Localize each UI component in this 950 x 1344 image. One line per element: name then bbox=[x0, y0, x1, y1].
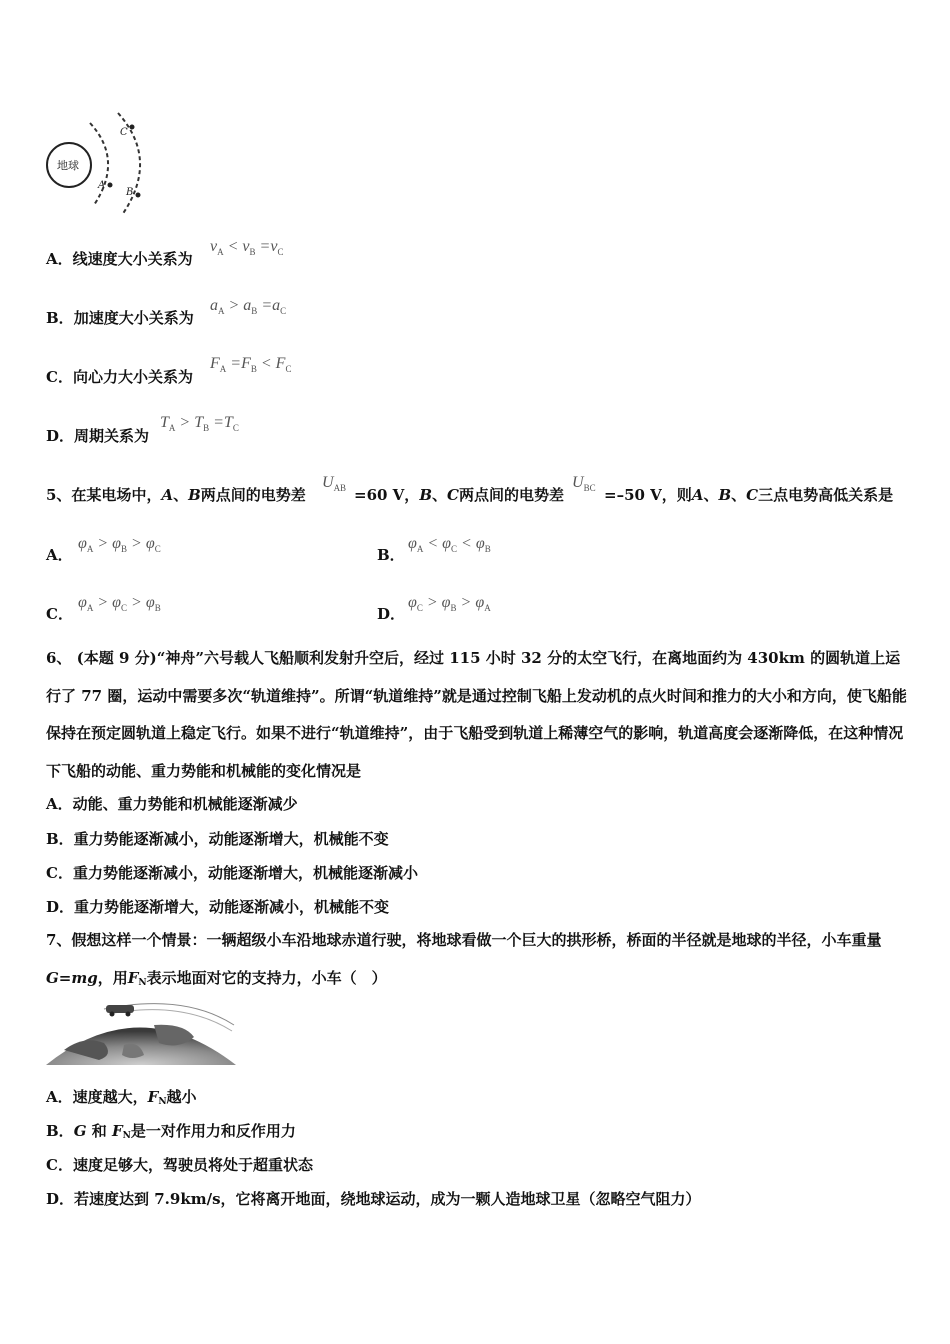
q5-stem bbox=[46, 484, 306, 506]
car-wheel bbox=[126, 1012, 131, 1017]
g-equation: G=mg bbox=[46, 968, 98, 987]
point-c-label: C bbox=[120, 127, 128, 138]
q6-option-b: B．重力势能逐渐减小，动能逐渐增大，机械能不变 bbox=[46, 830, 389, 848]
q4-option-d bbox=[46, 425, 149, 447]
q4-option-c bbox=[46, 366, 193, 388]
option-text: 加速度大小关系为 bbox=[73, 309, 194, 327]
q5-suffix: 三点电势高低关系是 bbox=[758, 486, 894, 504]
q5-prefix: 5、在某电场中， bbox=[46, 486, 162, 504]
q5-option-a-formula: $\varphi_A > \varphi_B > \varphi_C$ bbox=[78, 535, 161, 555]
sym-a: A bbox=[691, 486, 704, 504]
uab-value: =60 V， bbox=[354, 486, 420, 504]
q5-mid1: 两点间的电势差 bbox=[200, 486, 306, 504]
q7-stem-3: 表示地面对它的支持力，小车（ ） bbox=[146, 968, 387, 987]
q7-stem-1: 7、假想这样一个情景：一辆超级小车沿地球赤道行驶，将地球看做一个巨大的拱形桥，桥面的半径就是地球的半径，小车重量 bbox=[46, 931, 882, 949]
q6-stem: 6、 (本题 9 分)“神舟”六号载人飞船顺利发射升空后，经过 115 小时 32 分的太空飞行，在离地面约为 430km 的圆轨道上运行了 77 圈，运动中需要多次“轨道维持”。所谓“轨道维持”就是通过控制飞船上发动机的点火时间和推力的大小和方向，使飞船能保持在预定圆轨道上稳定飞行。如果不进行“轨道维持”，由于飞船受到轨道上稀薄空气的影响，轨道高度会逐渐降低，在这种情况下飞船的动能、重力势能和机械能的变化情况是 bbox=[46, 649, 907, 780]
sym-c: C bbox=[447, 486, 459, 504]
q6-option-c: C．重力势能逐渐减小，动能逐渐增大，机械能逐渐减小 bbox=[46, 864, 418, 882]
car-wheel bbox=[110, 1012, 115, 1017]
q7-stem-2: ，用 bbox=[97, 968, 128, 987]
q5-option-d-formula: $\varphi_C > \varphi_B > \varphi_A$ bbox=[408, 594, 491, 614]
q6-option-a: A．动能、重力势能和机械能逐渐减少 bbox=[46, 795, 298, 813]
q5-mid2: 两点间的电势差 bbox=[458, 486, 564, 504]
point-a-label: A bbox=[98, 180, 106, 191]
inner-orbit bbox=[90, 123, 108, 205]
sym-b: B bbox=[718, 486, 732, 504]
u-sym: U bbox=[322, 474, 334, 491]
q5-option-c-label: C． bbox=[46, 605, 73, 623]
q4-c-formula: $F_A =F_B < F_C$ bbox=[210, 355, 292, 375]
option-label: C． bbox=[46, 368, 73, 386]
q5-option-b-formula: $\varphi_A < \varphi_C < \varphi_B$ bbox=[408, 535, 491, 555]
option-pre: 速度越大， bbox=[72, 1088, 148, 1106]
option-label: B． bbox=[46, 309, 74, 327]
option-label: D． bbox=[46, 1190, 75, 1208]
point-b bbox=[136, 193, 141, 198]
sep: 、 bbox=[173, 486, 189, 504]
q5-stem-3 bbox=[604, 484, 893, 506]
q4-d-formula: $T_A > T_B =T_C$ bbox=[160, 414, 239, 434]
fn-sub: N bbox=[158, 1097, 167, 1107]
option-post: 越小 bbox=[166, 1088, 197, 1106]
q4-option-a bbox=[46, 248, 193, 270]
option-label: A． bbox=[46, 1088, 73, 1106]
sym-a: A bbox=[161, 486, 174, 504]
option-label: A． bbox=[46, 250, 73, 268]
q4-a-formula: $v_A < v_B =v_C$ bbox=[210, 238, 284, 258]
option-text: 周期关系为 bbox=[74, 427, 150, 445]
q7-stem bbox=[46, 922, 908, 1002]
option-mid: 和 bbox=[86, 1122, 112, 1140]
point-b-label: B bbox=[126, 187, 134, 198]
q4-b-formula: $a_A > a_B =a_C$ bbox=[210, 297, 287, 317]
sym-c: C bbox=[746, 486, 759, 504]
earth-label: 地球 bbox=[57, 159, 79, 172]
car-icon bbox=[106, 1005, 134, 1013]
option-label: D． bbox=[46, 427, 75, 445]
u-sub: AB bbox=[333, 483, 347, 494]
q7-option-c bbox=[46, 1154, 313, 1176]
u-sub: BC bbox=[583, 483, 596, 494]
option-text: 线速度大小关系为 bbox=[72, 250, 193, 268]
q4-option-b bbox=[46, 307, 194, 329]
q5-option-a-label: A． bbox=[46, 546, 73, 564]
option-text: 若速度达到 7.9km/s，它将离开地面，绕地球运动，成为一颗人造地球卫星（忽略空气阻力） bbox=[74, 1190, 701, 1208]
fn-symbol: F bbox=[127, 968, 139, 987]
option-label: B． bbox=[46, 1122, 74, 1140]
g-symbol: G bbox=[73, 1122, 87, 1140]
q7-option-a bbox=[46, 1086, 197, 1113]
sep: 、 bbox=[731, 486, 747, 504]
q5-option-d-label: D． bbox=[377, 605, 406, 623]
fn-symbol: F bbox=[147, 1088, 159, 1106]
sym-b: B bbox=[188, 486, 201, 504]
q7-option-b bbox=[46, 1120, 296, 1147]
q6-option-d: D．重力势能逐渐增大，动能逐渐减小，机械能不变 bbox=[46, 898, 390, 916]
fn-sub: N bbox=[138, 977, 147, 988]
option-label: C． bbox=[46, 1156, 73, 1174]
sym-b: B bbox=[419, 486, 432, 504]
fn-symbol: F bbox=[111, 1122, 123, 1140]
option-post: 是一对作用力和反作用力 bbox=[130, 1122, 296, 1140]
earth-bridge-figure bbox=[44, 995, 239, 1070]
ubc-value: =–50 V，则 bbox=[604, 486, 692, 504]
sep: 、 bbox=[703, 486, 719, 504]
option-text: 向心力大小关系为 bbox=[72, 368, 193, 386]
q7-option-d bbox=[46, 1188, 701, 1210]
q5-uab bbox=[322, 474, 346, 493]
q5-stem-2 bbox=[354, 484, 564, 506]
q5-option-c-formula: $\varphi_A > \varphi_C > \varphi_B$ bbox=[78, 594, 161, 614]
orbit-figure bbox=[40, 105, 160, 220]
fn-sub: N bbox=[122, 1131, 131, 1141]
point-c bbox=[130, 125, 135, 130]
q5-ubc bbox=[572, 474, 596, 493]
sep: 、 bbox=[432, 486, 448, 504]
option-text: 速度足够大，驾驶员将处于超重状态 bbox=[72, 1156, 313, 1174]
q5-option-b-label: B． bbox=[377, 546, 405, 564]
point-a bbox=[108, 183, 113, 188]
u-sym: U bbox=[572, 474, 584, 491]
